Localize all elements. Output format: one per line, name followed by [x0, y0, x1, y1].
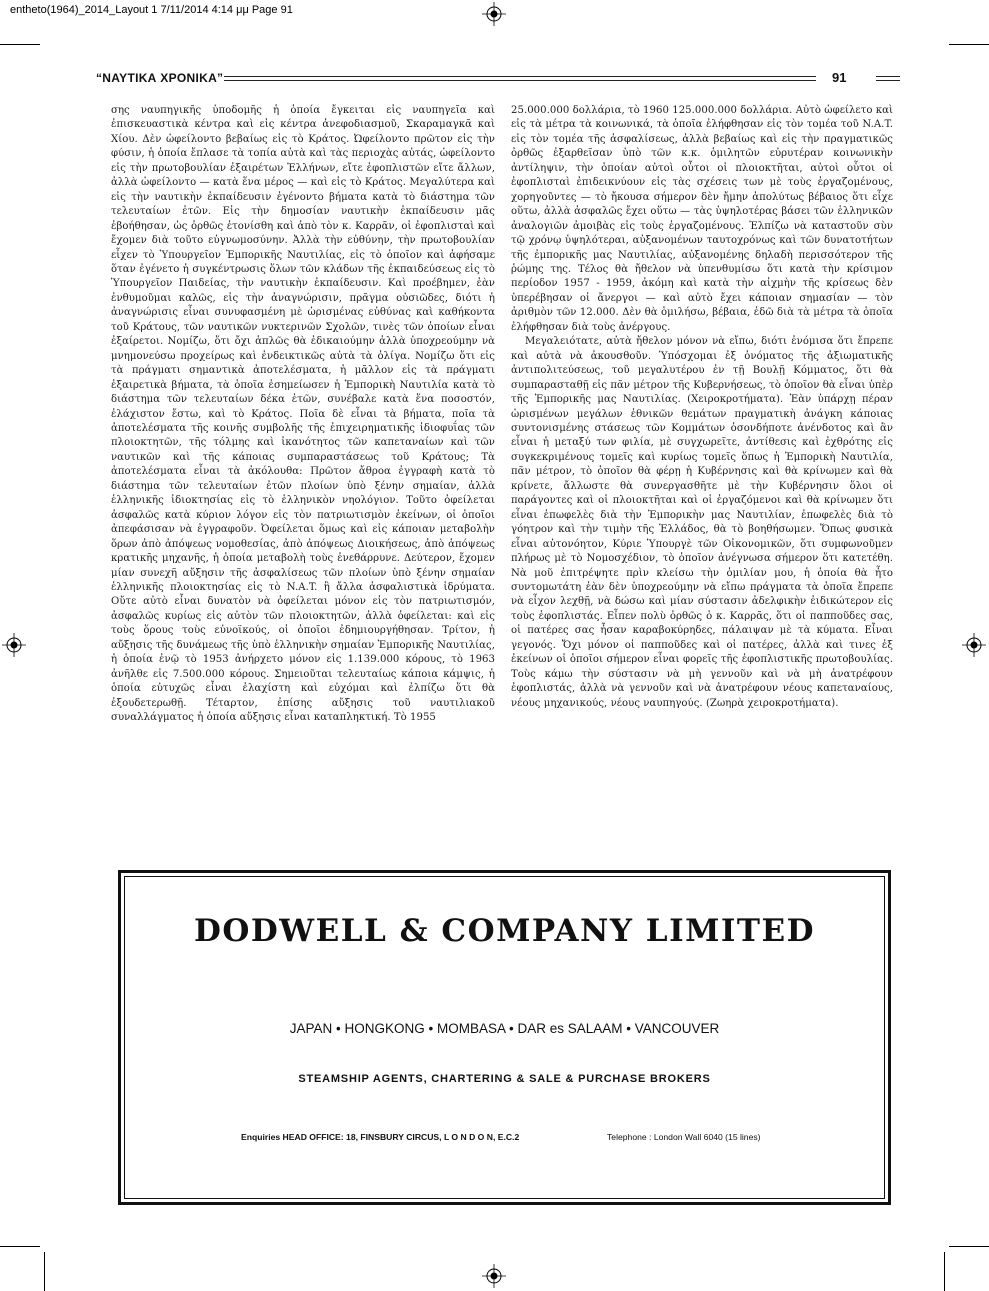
header-rule-right — [876, 76, 900, 81]
ad-telephone: Telephone : London Wall 6040 (15 lines) — [607, 1132, 761, 1142]
dodwell-advertisement — [118, 870, 891, 1205]
header-rule — [224, 76, 816, 81]
crop-mark — [944, 1252, 945, 1291]
registration-mark-left-icon — [2, 633, 26, 657]
crop-mark — [44, 1252, 45, 1291]
article-right-column — [511, 104, 893, 711]
article-paragraph: σης ναυπηγικῆς ὑποδομῆς ἡ ὁποία ἔγκειται εἰς ναυπηγεῖα καὶ ἐπισκευαστικὰ κέντρα καὶ εἰς κέντρα ἀνεφοδιασμοῦ, Σκαραμαγκᾶ καὶ Χίου. Δὲν ὠφείλοντο βεβαίως εἰς τὸ Κράτος. Ὠφείλοντο πρῶτον εἰς τὴν φύσιν, ἡ ὁποία ἔπλασε τὰ τοπία αὐτὰ καὶ τὰς περιοχὰς αὐτάς, ὠφείλοντο εἰς τὴν πρωτοβουλίαν ἐξαιρέτων Ἑλλήνων, εἴτε ἐφοπλιστῶν εἴτε ἄλλων, ἀλλὰ ὠφείλοντο — κατὰ ἕνα μέρος — καὶ εἰς τὸ Κράτος. Μεγαλύτερα καὶ εἰς τὴν ναυτικὴν ἐκπαίδευσιν ἐγένοντο βήματα κατὰ τὸ διάστημα τῶν τελευταίων ἐτῶν. Εἰς τὴν δημοσίαν ναυτικὴν ἐκπαίδευσιν μᾶς ἐβοήθησαν, ὡς ὀρθῶς ἐτονίσθη καὶ ἀπὸ τὸν κ. Καρρᾶν, οἱ ἐφοπλισταὶ καὶ ἔχομεν διὰ τοῦτο εὐγνωμοσύνην. Ἀλλὰ τὴν εὐθύνην, τὴν πρωτοβουλίαν εἶχεν τὸ Ὑπουργεῖον Ἐμπορικῆς Ναυτιλίας, εἰς τὸ ὁποῖον καὶ ἀφήσαμε ὅταν ἐγένετο ἡ συγκέντρωσις ὅλων τῶν κλάδων τῆς ἐκπαιδεύσεως εἰς τὸ Ὑπουργεῖον Παιδείας, τὴν ναυτικὴν ἐκπαίδευσιν. Καὶ προέβημεν, ἐὰν ἐνθυμοῦμαι καλῶς, εἰς τὴν ἀναγνώρισιν, πρᾶγμα οὐσιῶδες, διότι ἡ ἀναγνώρισις εἶναι συνυφασμένη μὲ ὡρισμένας εὐθύνας καὶ καθήκοντα τοῦ Κράτους, τῶν ναυτικῶν νυκτερινῶν Σχολῶν, τινὲς τῶν ὁποίων εἶναι ἐξαίρετοι. Νομίζω, ὅτι ὄχι ἁπλῶς θὰ ἐδικαιούμην ἀλλὰ ὑποχρεούμην νὰ μνημονεύσω προχείρως καὶ ἐνδεικτικῶς αὐτὰ τὰ ὀλίγα. Νομίζω ὅτι εἰς τὰ πράγματι σημαντικὰ ἀποτελέσματα, ἡ μᾶλλον εἰς τὰ πράγματι ἐξαιρετικὰ βήματα, τὰ ὁποῖα ἐσημείωσεν ἡ Ἐμπορικὴ Ναυτιλία κατὰ τὸ διάστημα τῶν τελευταίων δέκα ἐτῶν, συνέβαλε κατὰ ἕνα ποσοστόν, ἐλάχιστον ἔστω, καὶ τὸ Κράτος. Ποῖα δὲ εἶναι τὰ βήματα, ποῖα τὰ ἀποτελέσματα τῆς κοινῆς συμβολῆς τῆς ἐπιχειρηματικῆς ἰδιοφυΐας τῶν πλοιοκτητῶν, τῆς τόλμης καὶ ἱκανότητος τῶν καπεταναίων καὶ τῶν ναυτικῶν καὶ τῆς κάποιας συμπαραστάσεως τοῦ Κράτους; Τὰ ἀποτελέσματα εἶναι τὰ ἀκόλουθα: Πρῶτον ἄθροα ἐγγραφὴ κατὰ τὸ διάστημα τῶν τελευταίων ἐτῶν πλοίων ὑπὸ ξένην σημαίαν, ἀλλὰ ἑλληνικῆς ἰδιοκτησίας εἰς τὸ ἑλληνικὸν νηολόγιον. Τοῦτο ὀφείλεται ἀσφαλῶς κατὰ κύριον λόγον εἰς τὸν πατριωτισμὸν ἐκείνων, οἱ ὁποῖοι ἀπεφάσισαν νὰ ἐγγραφοῦν. Ὀφείλεται ὅμως καὶ εἰς κάποιαν μεταβολὴν ὅρων ἀπὸ ἀπόψεως νομοθεσίας, ἀπὸ ἀπόψεως Διοικήσεως, ἀπὸ ἀπόψεως κρατικῆς μηχανῆς, ἡ ὁποία μεταβολὴ τοὺς ἐνεθάρρυνε. Δεύτερον, ἔχομεν μίαν συνεχῆ αὔξησιν τῆς ἀσφαλίσεως τῶν πλοίων ὑπὸ ξένην σημαίαν ἑλληνικῆς πλοιοκτησίας εἰς τὸ N.A.T. ἢ ἄλλα ἀσφαλιστικὰ ἱδρύματα. Οὔτε αὐτὸ εἶναι δυνατὸν νὰ ὀφείλεται μόνον εἰς τὸν πατριωτισμόν, ἀσφαλῶς κυρίως εἰς αὐτὸν τῶν πλοιοκτητῶν, ἀλλὰ ὀφείλεται: καὶ εἰς τοὺς ὅρους τοὺς εὐνοϊκούς, οἱ ὁποῖοι ἐδημιουργήθησαν. Τρίτον, ἡ αὔξησις τῆς δυνάμεως τῆς ὑπὸ ἑλληνικὴν σημαίαν Ἐμπορικῆς Ναυτιλίας, ἡ ὁποία ἐνῷ τὸ 1953 ἀνήρχετο μόνον εἰς 1.139.000 κόρους, τὸ 1963 ἀνῆλθε εἰς 7.500.000 κόρους. Σημειοῦται τελευταίως κάποια κάμψις, ἡ ὁποία εὐτυχῶς εἶναι ἐλαχίστη καὶ εὐχόμαι καὶ ἐλπίζω ὅτι θὰ ἐξουδετερωθῇ. Τέταρτον, ἐπίσης αὔξησις τοῦ ναυτιλιακοῦ συναλλάγματος ἡ ὁποία αὔξησις εἶναι καταπληκτική. Τὸ 1955 — [111, 105, 495, 724]
ad-office-address: 18, FINSBURY CIRCUS, L O N D O N, E.C.2 — [346, 1132, 520, 1142]
running-header — [96, 66, 896, 90]
ad-locations: JAPAN • HONGKONG • MOMBASA • DAR es SALAAM • VANCOUVER — [289, 1021, 720, 1036]
registration-mark-right-icon — [962, 633, 986, 657]
article-paragraph: Μεγαλειότατε, αὐτὰ ἤθελον μόνον νὰ εἴπω, διότι ἐνόμισα ὅτι ἔπρεπε καὶ αὐτὰ νὰ ἀκουσθοῦν. Ὑπόσχομαι ἐξ ὀνόματος τῆς ἀξιωματικῆς ἀντιπολιτεύσεως, τοῦ μεγαλυτέρου ἐν τῇ Βουλῇ Κόμματος, ὅτι θὰ συμπαρασταθῇ εἰς πᾶν μέτρον τῆς Κυβερνήσεως, τὸ ὁποῖον θὰ εἶναι ὑπὲρ τῆς Ἐμπορικῆς μας Ναυτιλίας. (Χειροκροτήματα). Ἐὰν ὑπάρχῃ πέραν ὡρισμένων μεγάλων ἐθνικῶν θεμάτων πραγματικὴ ἀνάγκη κάποιας συντονισμένης στάσεως τῶν Κομμάτων ὁσονδήποτε ἀνένδοτος καὶ ἂν εἶναι ἡ μεταξύ των φιλία, μὲ συγχωρεῖτε, ἀντίθεσις καὶ ἐχθρότης εἰς συγκεκριμένους τομεῖς καὶ κυρίως τομεῖς ὅπως ἡ Ἐμπορικὴ Ναυτιλία, πᾶν μέτρον, τὸ ὁποῖον θὰ φέρῃ ἡ Κυβέρνησις καὶ θὰ κρίνωμεν καὶ θὰ κρίνετε, ἄλλωστε θὰ συνεργασθῆτε μὲ τὴν Κυβέρνησιν ὅλοι οἱ παράγοντες καὶ οἱ πλοιοκτῆται καὶ οἱ ἐργαζόμενοι καὶ θὰ κρίνωμεν ὅτι εἶναι ἐπωφελὲς διὰ τὴν Ἐμπορικὴν μας Ναυτιλίαν, ἐπωφελὲς διὰ τὸ γόητρον καὶ τὴν τιμὴν τῆς Ἑλλάδος, θὰ τὸ βοηθήσωμεν. Ὅπως φυσικὰ εἶναι αὐτονόητον, Κύριε Ὑπουργὲ τῶν Οἰκονομικῶν, ὅτι συμφωνοῦμεν πλήρως μὲ τὸ Νομοσχέδιον, τὸ ὁποῖον ἀνέγνωσα σήμερον ὅτι κατετέθη. Νὰ μοῦ ἐπιτρέψητε πρὶν κλείσω τὴν ὁμιλίαν μου, ἡ ὁποία θὰ ἦτο συντομωτάτη ἐὰν δὲν ὑποχρεούμην νὰ εἴπω πράγματα τὰ ὁποῖα ἔπρεπε νὰ εἶχον λεχθῇ, νὰ δώσω καὶ μίαν σύστασιν ἀδελφικὴν ἐιδικώτερον εἰς τοὺς ἐφοπλιστάς. Εἶπεν πολὺ ὀρθῶς ὁ κ. Καρρᾶς, ὅτι οἱ παπποῦδες σας, οἱ πατέρες σας ἦσαν καραβοκύρηδες, πάλαιψαν μὲ τὰ κύματα. Εἶναι γεγονός. Ὄχι μόνον οἱ παπποῦδες καὶ οἱ πατέρες, ἀλλὰ καὶ τινες ἐξ ἐκείνων οἱ ὁποῖοι σήμερον εἶναι φορεῖς τῆς ἐφοπλιστικῆς πρωτοβουλίας. Τοὺς κάμω τὴν σύστασιν νὰ μὴ γεννοῦν καὶ νὰ μὴ ἀνατρέφουν ἐφοπλιστάς, ἀλλὰ νὰ γεννοῦν καὶ νὰ ἀνατρέφουν νέους καπεταναίους, νέους μηχανικούς, νέους ναυπηγούς. (Ζωηρὰ χειροκροτήματα). — [511, 336, 893, 709]
crop-mark — [0, 1246, 40, 1247]
crop-mark — [949, 1246, 989, 1247]
crop-mark — [0, 44, 40, 45]
page-number: 91 — [832, 70, 847, 85]
ad-head-office — [241, 1132, 519, 1142]
print-slug: entheto(1964)_2014_Layout 1 7/11/2014 4:14 μμ Page 91 — [10, 4, 293, 16]
ad-company-name: DODWELL & COMPANY LIMITED — [194, 913, 815, 949]
registration-mark-bottom-icon — [482, 1264, 506, 1288]
journal-title: “ΝΑΥΤΙΚΑ ΧΡΟΝΙΚΑ” — [96, 71, 224, 85]
registration-mark-top-icon — [482, 2, 506, 26]
article-left-column — [111, 104, 495, 725]
crop-mark — [949, 44, 989, 45]
ad-services: STEAMSHIP AGENTS, CHARTERING & SALE & PURCHASE BROKERS — [298, 1073, 711, 1085]
ad-office-label: Enquiries HEAD OFFICE: — [241, 1132, 344, 1142]
article-paragraph: 25.000.000 δολλάρια, τὸ 1960 125.000.000 δολλάρια. Αὐτὸ ὠφείλετο καὶ εἰς τὰ μέτρα τὰ κοινωνικά, τὰ ὁποῖα ἐλήφθησαν εἰς τὸν τομέα τοῦ N.A.T. εἰς τὸν τομέα τῆς ἀσφαλίσεως, ἀλλὰ βεβαίως καὶ εἰς τὴν πραγματικῶς ὀρθῶς ἐξαρθεῖσαν ὑπὸ τῶν κ.κ. ὁμιλητῶν εὐρυτέραν κοινωνικὴν ἀντίληψιν, τὴν ὁποίαν αὐτοὶ οὗτοι οἱ πλοιοκτῆται, αὐτοὶ οὗτοι οἱ ἐφοπλισταὶ ἐπιδεικνύουν εἰς τὰς σχέσεις των μὲ τοὺς ἐργαζομένους, χορηγοῦντες — τὸ ἤκουσα σήμερον δὲν ἤμην ἀπολύτως βέβαιος ὅτι εἶχε οὕτω, ἀλλὰ ἀσφαλῶς ἔχει οὕτω — τὰς ὑψηλοτέρας βάσει τῶν ἑλληνικῶν ἀναλογιῶν ἀμοιβὰς εἰς τοὺς ἐργαζομένους. Ἐλπίζω νὰ καταστοῦν σὺν τῷ χρόνῳ ὑψηλότεραι, αὐξανομένων ταυτοχρόνως καὶ τῶν δυνατοτήτων τῆς ἐμπορικῆς μας Ναυτιλίας, αὐξανομένης δηλαδὴ περισσότερον τῆς ῥώμης της. Τέλος θὰ ἤθελον νὰ ὑπενθυμίσω ὅτι κατὰ τὴν κρίσιμον περίοδον 1957 - 1959, ἀκόμη καὶ κατὰ τὴν αἰχμὴν τῆς κρίσεως δὲν ὑπερέβησαν οἱ ἄνεργοι — καὶ αὐτὸ ἔχει κάποιαν σημασίαν — τὸν ἀριθμὸν τῶν 12.000. Δὲν θὰ ὁμιλήσω, βέβαια, ἐδῶ διὰ τὰ μέτρα τὰ ὁποῖα ἐλήφθησαν διὰ τοὺς ἀνέργους. — [511, 105, 893, 333]
